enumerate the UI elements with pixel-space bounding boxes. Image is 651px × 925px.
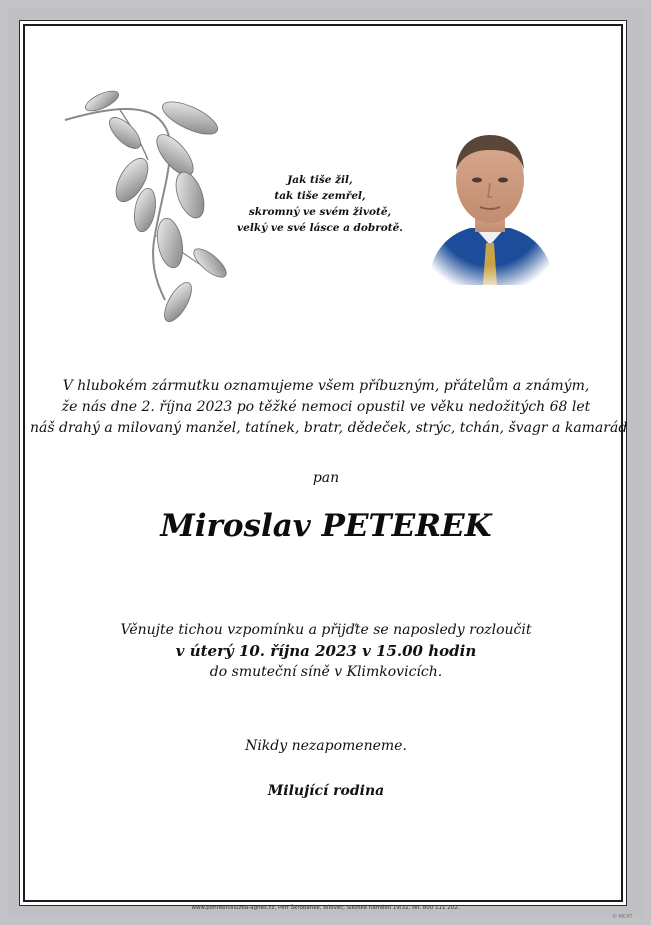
announcement-text — [30, 376, 628, 439]
ceremony-info — [30, 620, 622, 683]
closing-line: Nikdy nezapomeneme. — [245, 738, 407, 754]
announcement-line: V hlubokém zármutku oznamujeme všem příbuzným, přátelům a známým, — [62, 378, 590, 394]
ceremony-date: v úterý 10. října 2023 v 15.00 hodin — [175, 642, 477, 660]
verse-line: skromný ve svém životě, — [248, 206, 392, 218]
ceremony-invitation: Věnujte tichou vzpomínku a přijďte se naposledy rozloučit — [120, 622, 532, 638]
verse-line: velký ve své lásce a dobrotě. — [237, 222, 403, 234]
signature: Milující rodina — [267, 783, 385, 799]
announcement-line: že nás dne 2. října 2023 po těžké nemoci opustil ve věku nedožitých 68 let — [61, 399, 591, 415]
ceremony-place: do smuteční síně v Klimkovicích. — [209, 664, 443, 680]
footer-credits: www.pohrebnisluzba-agnes.cz, Petr Škrobánek, Bílovec, Slezské náměstí 19/32, tel. 800 111 202. — [191, 905, 460, 911]
title-word: pan — [312, 470, 340, 486]
memorial-verse — [230, 172, 410, 236]
deceased-name: Miroslav PETEREK — [160, 508, 492, 544]
verse-line: tak tiše zemřel, — [274, 190, 366, 202]
announcement-line: náš drahý a milovaný manžel, tatínek, bratr, dědeček, strýc, tchán, švagr a kamarád — [30, 420, 628, 436]
leaves-ornament-icon — [60, 85, 240, 335]
verse-line: Jak tiše žil, — [287, 174, 353, 186]
copyright-mark: © MCRT — [612, 914, 633, 920]
portrait-photo — [420, 125, 560, 287]
